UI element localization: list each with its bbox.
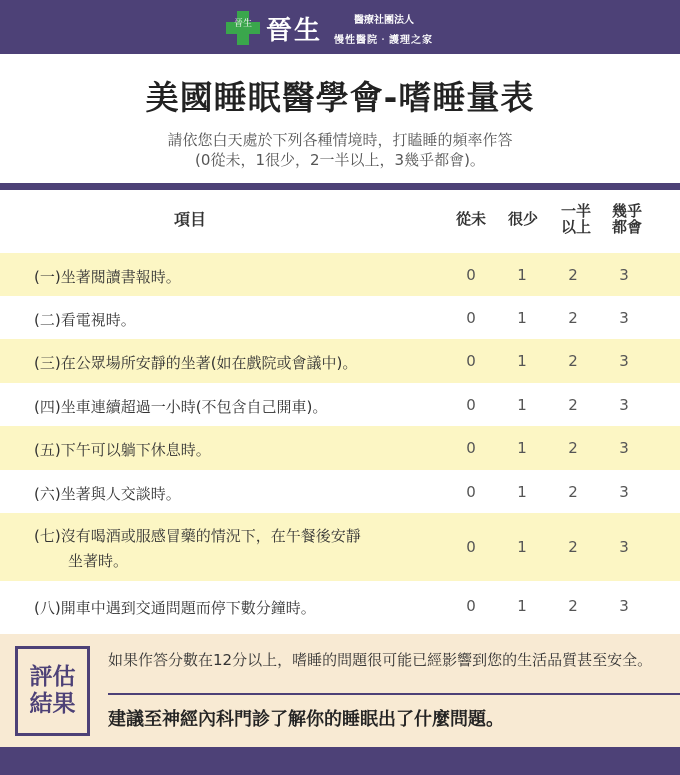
logo	[226, 7, 433, 49]
score-value: 2	[568, 266, 578, 284]
score-value: 0	[466, 266, 476, 284]
recommendation-text: 建議至神經內科門診了解你的睡眠出了什麼問題。	[108, 709, 504, 730]
table-row	[0, 426, 680, 470]
score-value: 3	[619, 352, 629, 370]
row-label	[34, 396, 327, 417]
column-header-item: 項目	[173, 210, 206, 229]
score-value: 0	[466, 396, 476, 414]
footer-band	[0, 747, 680, 775]
evaluation-text: 如果作答分數在12分以上，嗜睡的問題很可能已經影響到您的生活品質甚至安全。	[108, 651, 653, 669]
score-value: 3	[619, 309, 629, 327]
row-label	[34, 439, 211, 460]
row-label	[34, 309, 136, 330]
score-value: 2	[568, 352, 578, 370]
instructions	[0, 130, 680, 170]
page-title: 美國睡眠醫學會-嗜睡量表	[145, 78, 535, 117]
score-value: 1	[517, 309, 527, 327]
score-value: 3	[619, 538, 629, 556]
row-label	[34, 525, 361, 571]
score-value: 1	[517, 266, 527, 284]
table-row	[0, 339, 680, 383]
score-value: 0	[466, 352, 476, 370]
instructions-line2: (0從未，1很少，2一半以上，3幾乎都會)。	[195, 151, 485, 169]
column-header-never: 從未	[455, 210, 486, 228]
score-value: 0	[466, 483, 476, 501]
row-label	[34, 597, 316, 618]
table-row	[0, 383, 680, 426]
table-row	[0, 581, 680, 631]
score-value: 1	[517, 483, 527, 501]
score-value: 2	[568, 439, 578, 457]
row-label-line1: (八)開車中遇到交通問題而停下數分鐘時。	[34, 599, 316, 617]
column-header-rarely: 很少	[507, 210, 538, 228]
row-label-line1: (七)沒有喝酒或服感冒藥的情況下，在午餐後安靜	[34, 527, 361, 545]
row-label	[34, 266, 181, 287]
score-value: 1	[517, 597, 527, 615]
score-value: 2	[568, 597, 578, 615]
score-value: 3	[619, 483, 629, 501]
score-value: 2	[568, 396, 578, 414]
score-value: 0	[466, 309, 476, 327]
evaluation-panel	[0, 634, 680, 747]
score-value: 3	[619, 266, 629, 284]
score-value: 1	[517, 538, 527, 556]
org-line2: 慢性醫院‧護理之家	[334, 34, 434, 46]
instructions-line1: 請依您白天處於下列各種情境時，打瞌睡的頻率作答	[167, 131, 513, 149]
row-label-line1: (三)在公眾場所安靜的坐著(如在戲院或會議中)。	[34, 354, 358, 372]
score-value: 0	[466, 439, 476, 457]
score-value: 2	[568, 483, 578, 501]
column-header-almost: 幾乎 都會	[611, 202, 642, 236]
table-row	[0, 513, 680, 581]
logo-cross-text: 晉生	[233, 19, 252, 29]
score-value: 1	[517, 352, 527, 370]
table-row	[0, 296, 680, 339]
row-label	[34, 483, 181, 504]
row-label-line1: (一)坐著閱讀書報時。	[34, 268, 181, 286]
row-label	[34, 352, 357, 373]
row-label-line1: (六)坐著與人交談時。	[34, 485, 181, 503]
evaluation-label: 評估 結果	[15, 646, 90, 736]
score-value: 3	[619, 597, 629, 615]
score-value: 1	[517, 439, 527, 457]
row-label-line1: (四)坐車連續超過一小時(不包含自己開車)。	[34, 398, 328, 416]
score-value: 1	[517, 396, 527, 414]
org-line1: 醫療社團法人	[354, 14, 415, 26]
table-row	[0, 253, 680, 296]
table-row	[0, 470, 680, 513]
green-cross-icon	[226, 11, 260, 45]
row-label-line2: 坐著時。	[68, 552, 129, 570]
score-value: 3	[619, 396, 629, 414]
score-value: 2	[568, 309, 578, 327]
score-value: 2	[568, 538, 578, 556]
score-value: 0	[466, 597, 476, 615]
row-label-line1: (二)看電視時。	[34, 311, 136, 329]
logo-name: 晉生	[266, 15, 323, 46]
divider-band	[0, 183, 680, 190]
row-label-line1: (五)下午可以躺下休息時。	[34, 441, 211, 459]
evaluation-divider	[108, 693, 680, 695]
column-header-half: 一半 以上	[560, 202, 591, 236]
logo-subtitle	[334, 11, 433, 46]
score-value: 3	[619, 439, 629, 457]
score-value: 0	[466, 538, 476, 556]
